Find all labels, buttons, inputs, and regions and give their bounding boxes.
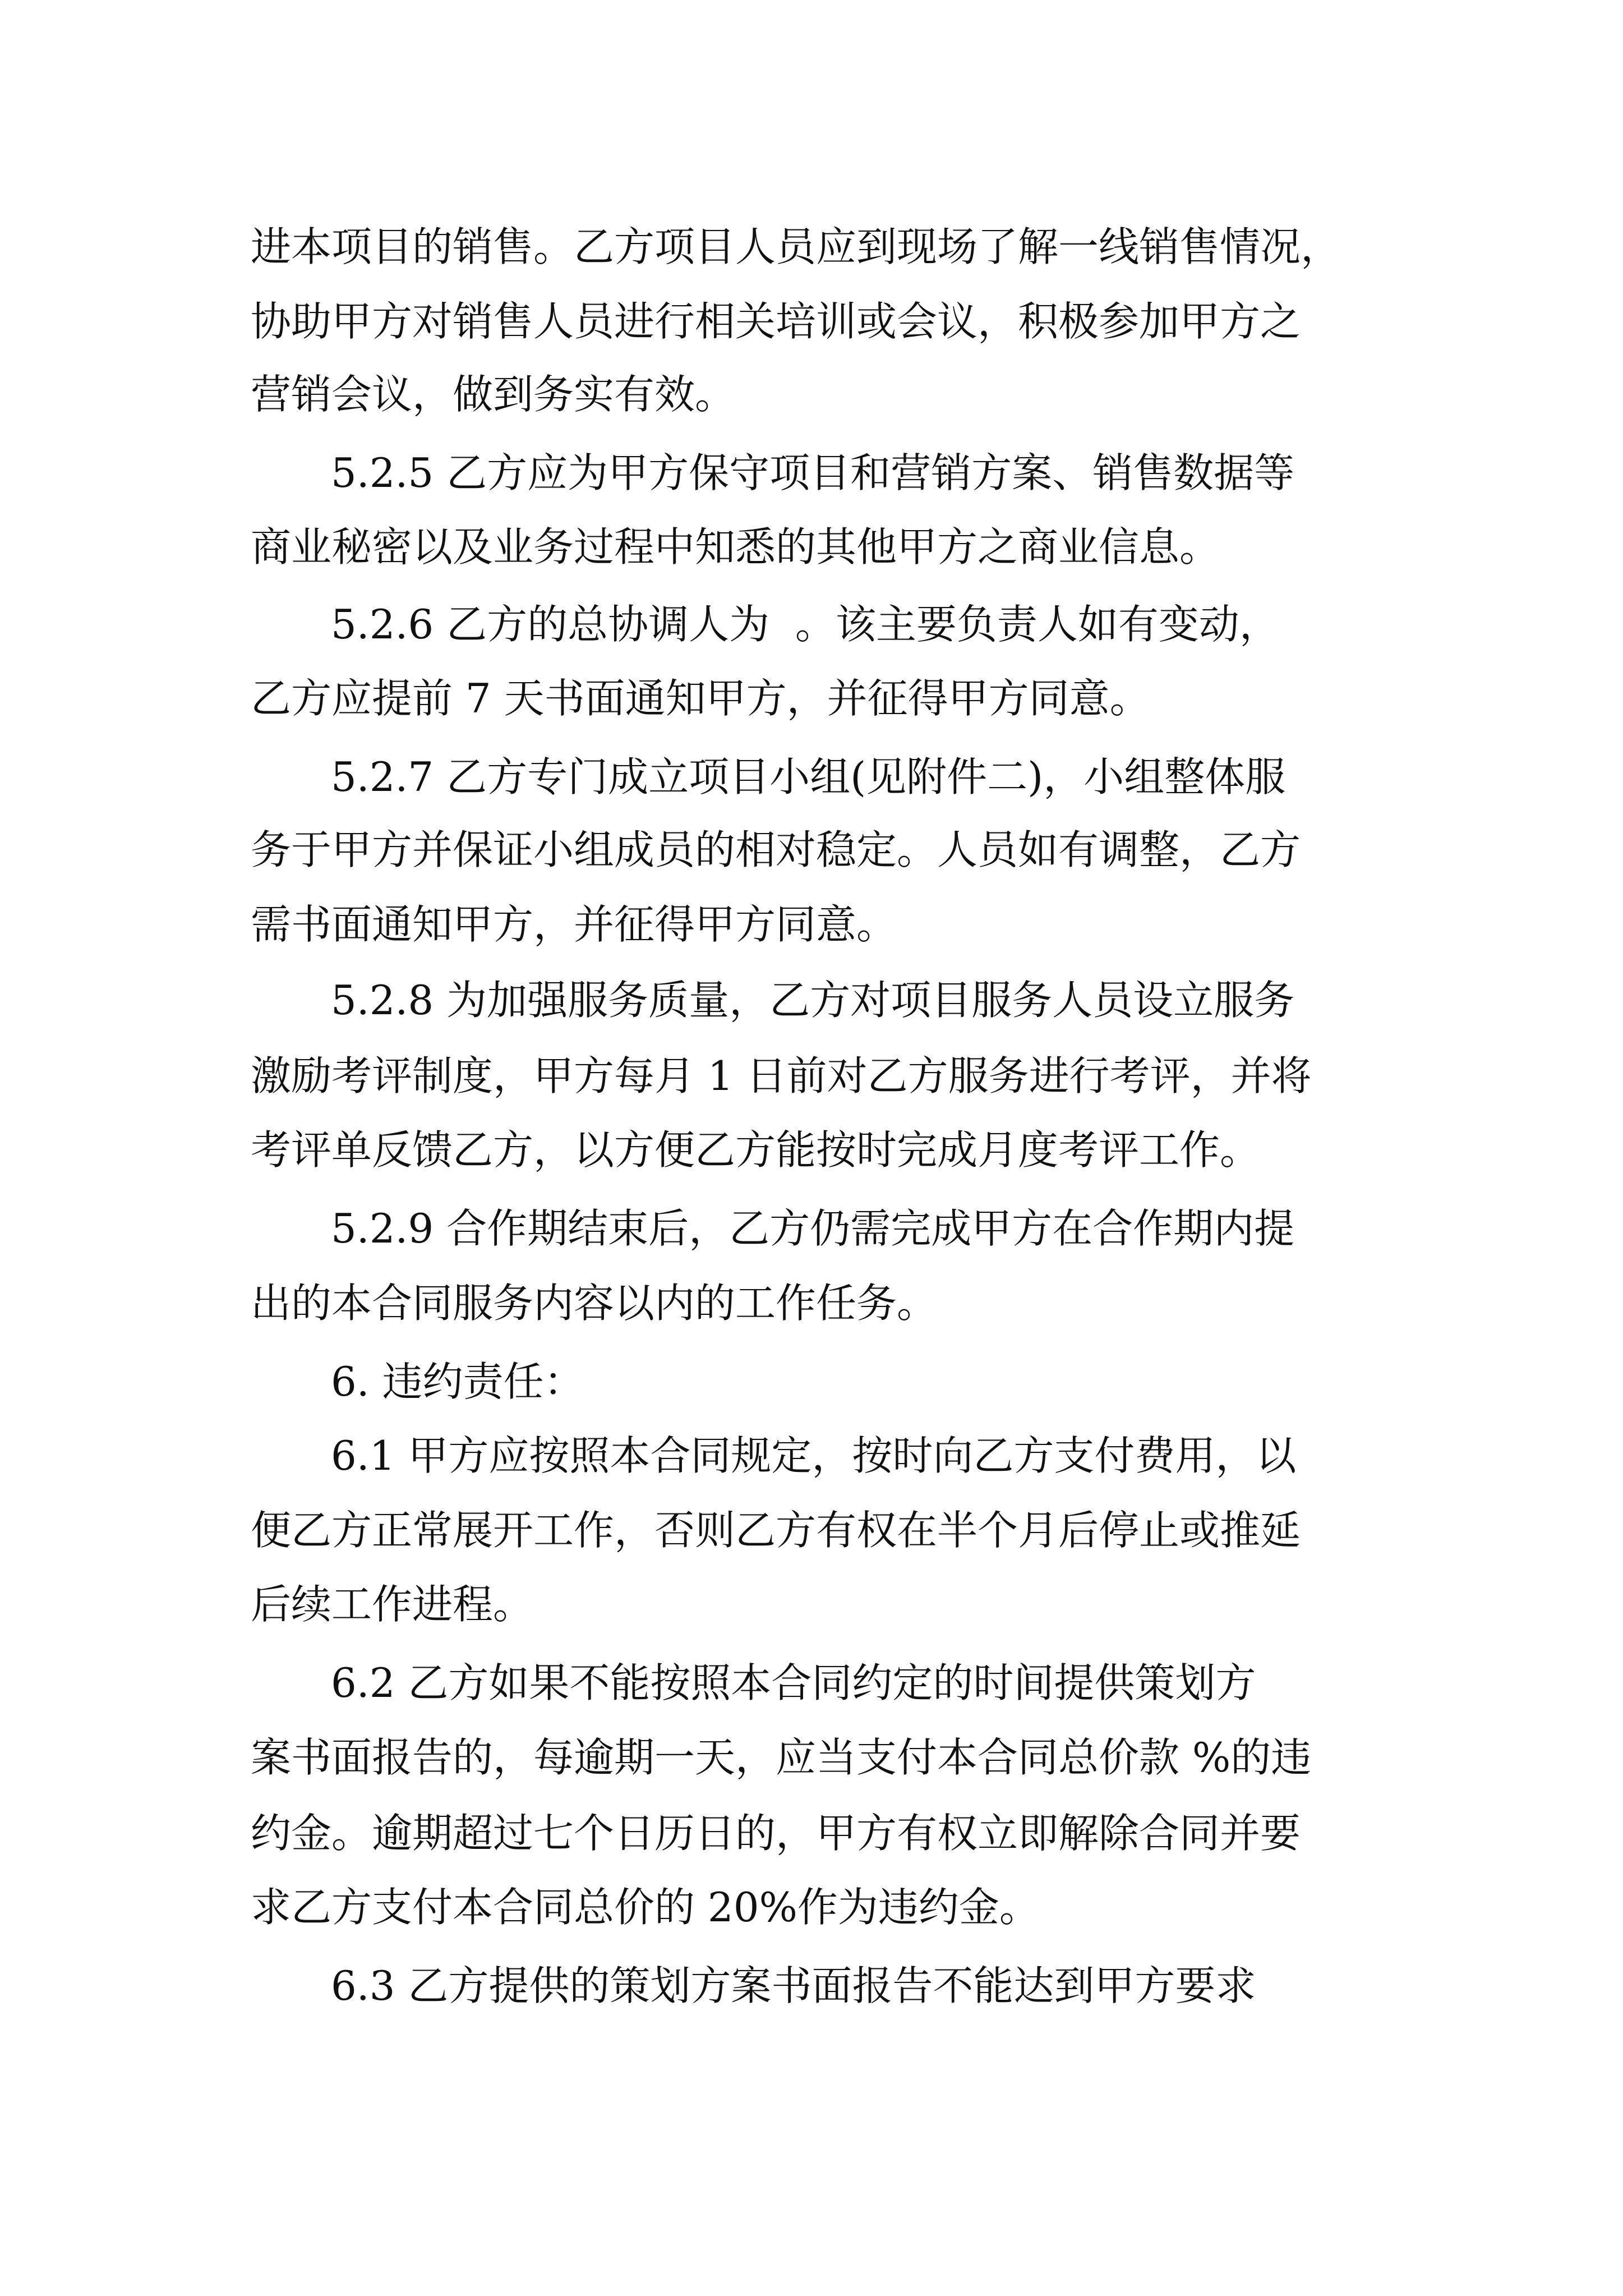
- text-line: 5.2.6 乙方的总协调人为 。该主要负责人如有变动，: [331, 601, 1280, 648]
- text-line: 6.1 甲方应按照本合同规定，按时向乙方支付费用，以: [331, 1432, 1297, 1479]
- text-line: 考评单反馈乙方，以方便乙方能按时完成月度考评工作。: [251, 1126, 1261, 1174]
- text-line: 5.2.7 乙方专门成立项目小组(见附件二)，小组整体服: [331, 753, 1286, 800]
- text-line: 营销会议，做到务实有效。: [251, 371, 736, 418]
- text-line: 后续工作进程。: [251, 1581, 534, 1628]
- text-line: 协助甲方对销售人员进行相关培训或会议，积极参加甲方之: [251, 298, 1301, 345]
- text-line: 乙方应提前 7 天书面通知甲方，并征得甲方同意。: [251, 675, 1150, 722]
- text-line: 务于甲方并保证小组成员的相对稳定。人员如有调整，乙方: [251, 826, 1301, 873]
- text-line: 5.2.5 乙方应为甲方保守项目和营销方案、销售数据等: [331, 449, 1295, 496]
- text-line: 6.2 乙方如果不能按照本合同约定的时间提供策划方: [331, 1659, 1256, 1706]
- text-line: 求乙方支付本合同总价的 20%作为违约金。: [251, 1884, 1040, 1931]
- text-line: 5.2.9 合作期结束后，乙方仍需完成甲方在合作期内提: [331, 1205, 1295, 1252]
- text-line: 5.2.8 为加强服务质量，乙方对项目服务人员设立服务: [331, 977, 1295, 1024]
- text-line: 进本项目的销售。乙方项目人员应到现场了解一线销售情况，: [251, 223, 1341, 270]
- text-line: 激励考评制度，甲方每月 1 日前对乙方服务进行考评，并将: [251, 1052, 1312, 1099]
- text-line: 商业秘密以及业务过程中知悉的其他甲方之商业信息。: [251, 523, 1220, 570]
- text-line: 需书面通知甲方，并征得甲方同意。: [251, 901, 897, 948]
- text-line: 案书面报告的，每逾期一天，应当支付本合同总价款 %的违: [251, 1734, 1312, 1781]
- text-line: 6.3 乙方提供的策划方案书面报告不能达到甲方要求: [331, 1962, 1256, 2009]
- text-line: 便乙方正常展开工作，否则乙方有权在半个月后停止或推延: [251, 1507, 1301, 1554]
- text-line: 6. 违约责任：: [331, 1358, 584, 1405]
- text-line: 约金。逾期超过七个日历日的，甲方有权立即解除合同并要: [251, 1810, 1301, 1857]
- text-line: 出的本合同服务内容以内的工作任务。: [251, 1280, 938, 1327]
